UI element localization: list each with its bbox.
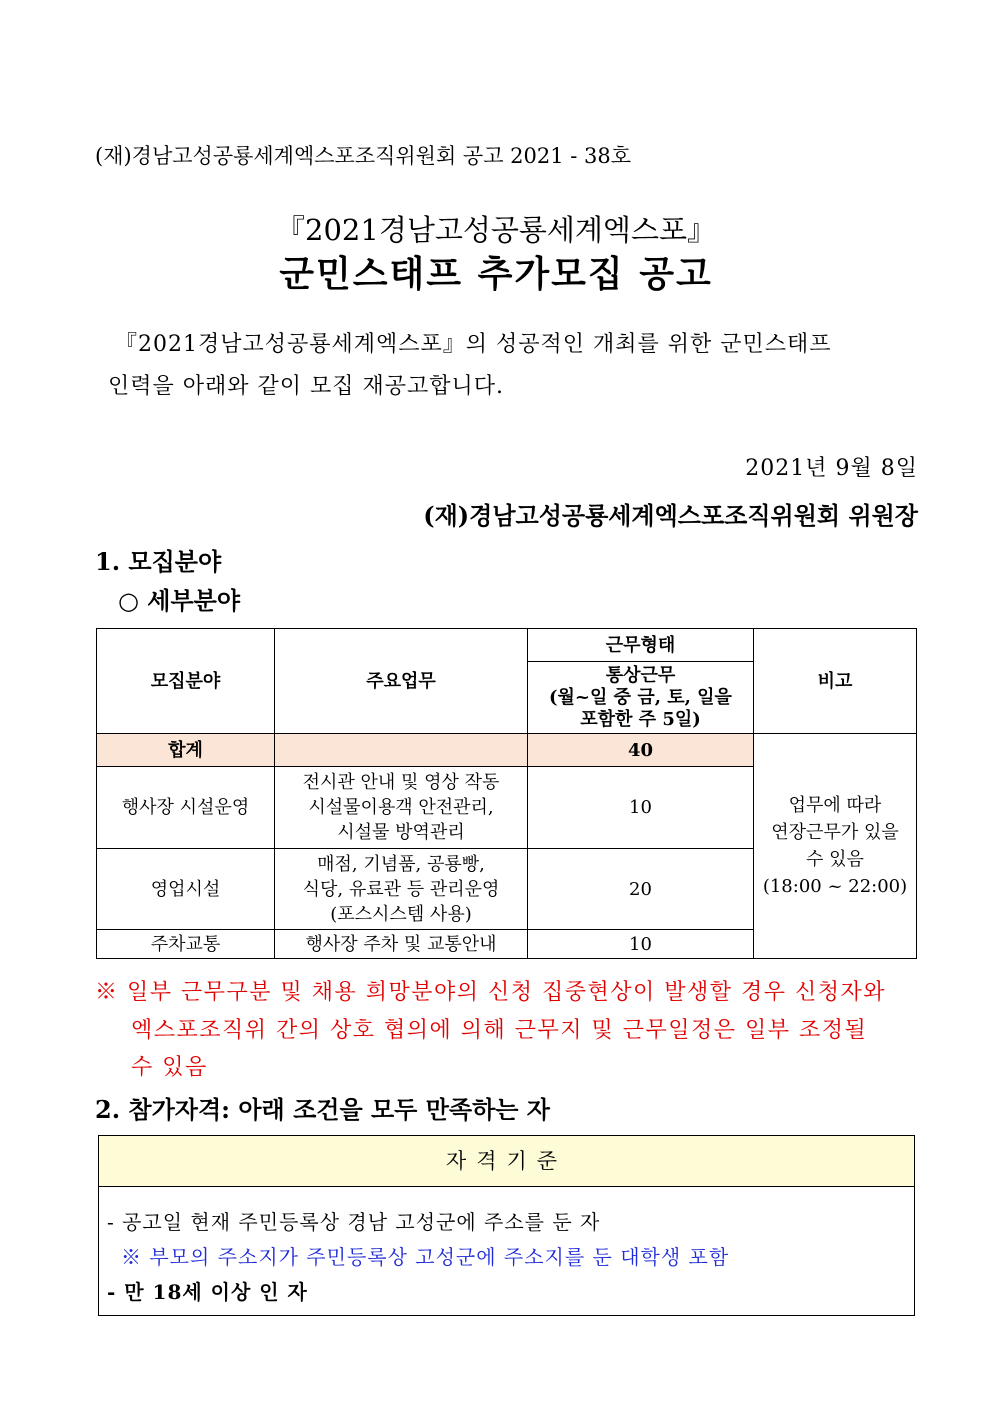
row-duty-line: 전시관 안내 및 영상 작동 (302, 772, 500, 793)
section2-heading: 2. 참가자격: 아래 조건을 모두 만족하는 자 (95, 1095, 550, 1124)
row-duty: 행사장 주차 및 교통안내 (275, 930, 528, 959)
header-regular-line2: (월~일 중 금, 토, 일을 (549, 686, 732, 708)
section1-heading: 1. 모집분야 (95, 547, 222, 576)
notice-number: (재)경남고성공룡세계엑스포조직위원회 공고 2021 - 38호 (95, 144, 632, 168)
issuer: (재)경남고성공룡세계엑스포조직위원회 위원장 (423, 501, 918, 530)
row-count: 20 (528, 849, 754, 930)
header-regular-line1: 통상근무 (605, 664, 676, 686)
header-duty: 주요업무 (275, 629, 528, 734)
row-duty-line: (포스시스템 사용) (330, 903, 472, 925)
note-line2: 연장근무가 있을 (771, 822, 899, 843)
recruitment-table (96, 628, 917, 959)
qualification-item1-note: ※ 부모의 주소지가 주민등록상 고성군에 주소지를 둔 대학생 포함 (121, 1245, 730, 1269)
total-count: 40 (528, 734, 754, 767)
total-label: 합계 (97, 734, 275, 767)
note-line4: (18:00 ~ 22:00) (762, 876, 908, 897)
row-field: 영업시설 (97, 849, 275, 930)
document-title-line2: 군민스태프 추가모집 공고 (279, 253, 713, 295)
header-regular-line3: 포함한 주 5일) (580, 708, 701, 730)
warning-line3: 수 있음 (131, 1055, 208, 1080)
header-note: 비고 (754, 629, 917, 734)
qualification-title: 자격기준 (99, 1136, 914, 1187)
qualification-item1: - 공고일 현재 주민등록상 경남 고성군에 주소를 둔 자 (107, 1210, 601, 1234)
row-count: 10 (528, 767, 754, 849)
qualification-item2: - 만 18세 이상 인 자 (107, 1280, 308, 1304)
document-title-line1: 『2021경남고성공룡세계엑스포』 (276, 213, 716, 247)
row-duty-line: 시설물이용객 안전관리, (308, 797, 494, 818)
notice-date: 2021년 9월 8일 (745, 456, 918, 481)
row-duty-line: 매점, 기념품, 공룡빵, (317, 853, 485, 875)
header-work-type: 근무형태 (528, 629, 754, 662)
warning-line2: 엑스포조직위 간의 상호 협의에 의해 근무지 및 근무일정은 일부 조정될 (131, 1018, 868, 1043)
row-count: 10 (528, 930, 754, 959)
row-duty (275, 767, 528, 849)
section1-subheading: ○ 세부분야 (118, 586, 241, 615)
row-field: 행사장 시설운영 (97, 767, 275, 849)
total-duty (275, 734, 528, 767)
row-field: 주차교통 (97, 930, 275, 959)
intro-line2: 인력을 아래와 같이 모집 재공고합니다. (108, 374, 504, 399)
row-duty (275, 849, 528, 930)
note-cell (754, 734, 917, 959)
note-line1: 업무에 따라 (788, 795, 882, 816)
note-line3: 수 있음 (806, 849, 864, 870)
row-duty-line: 식당, 유료관 등 관리운영 (302, 878, 500, 900)
warning-line1: ※ 일부 근무구분 및 채용 희망분야의 신청 집중현상이 발생할 경우 신청자와 (95, 980, 886, 1005)
row-duty-line: 시설물 방역관리 (337, 822, 465, 843)
header-regular-work (528, 662, 754, 734)
header-field: 모집분야 (97, 629, 275, 734)
intro-line1: 『2021경남고성공룡세계엑스포』의 성공적인 개최를 위한 군민스태프 (115, 332, 832, 357)
qualification-box (98, 1135, 915, 1316)
